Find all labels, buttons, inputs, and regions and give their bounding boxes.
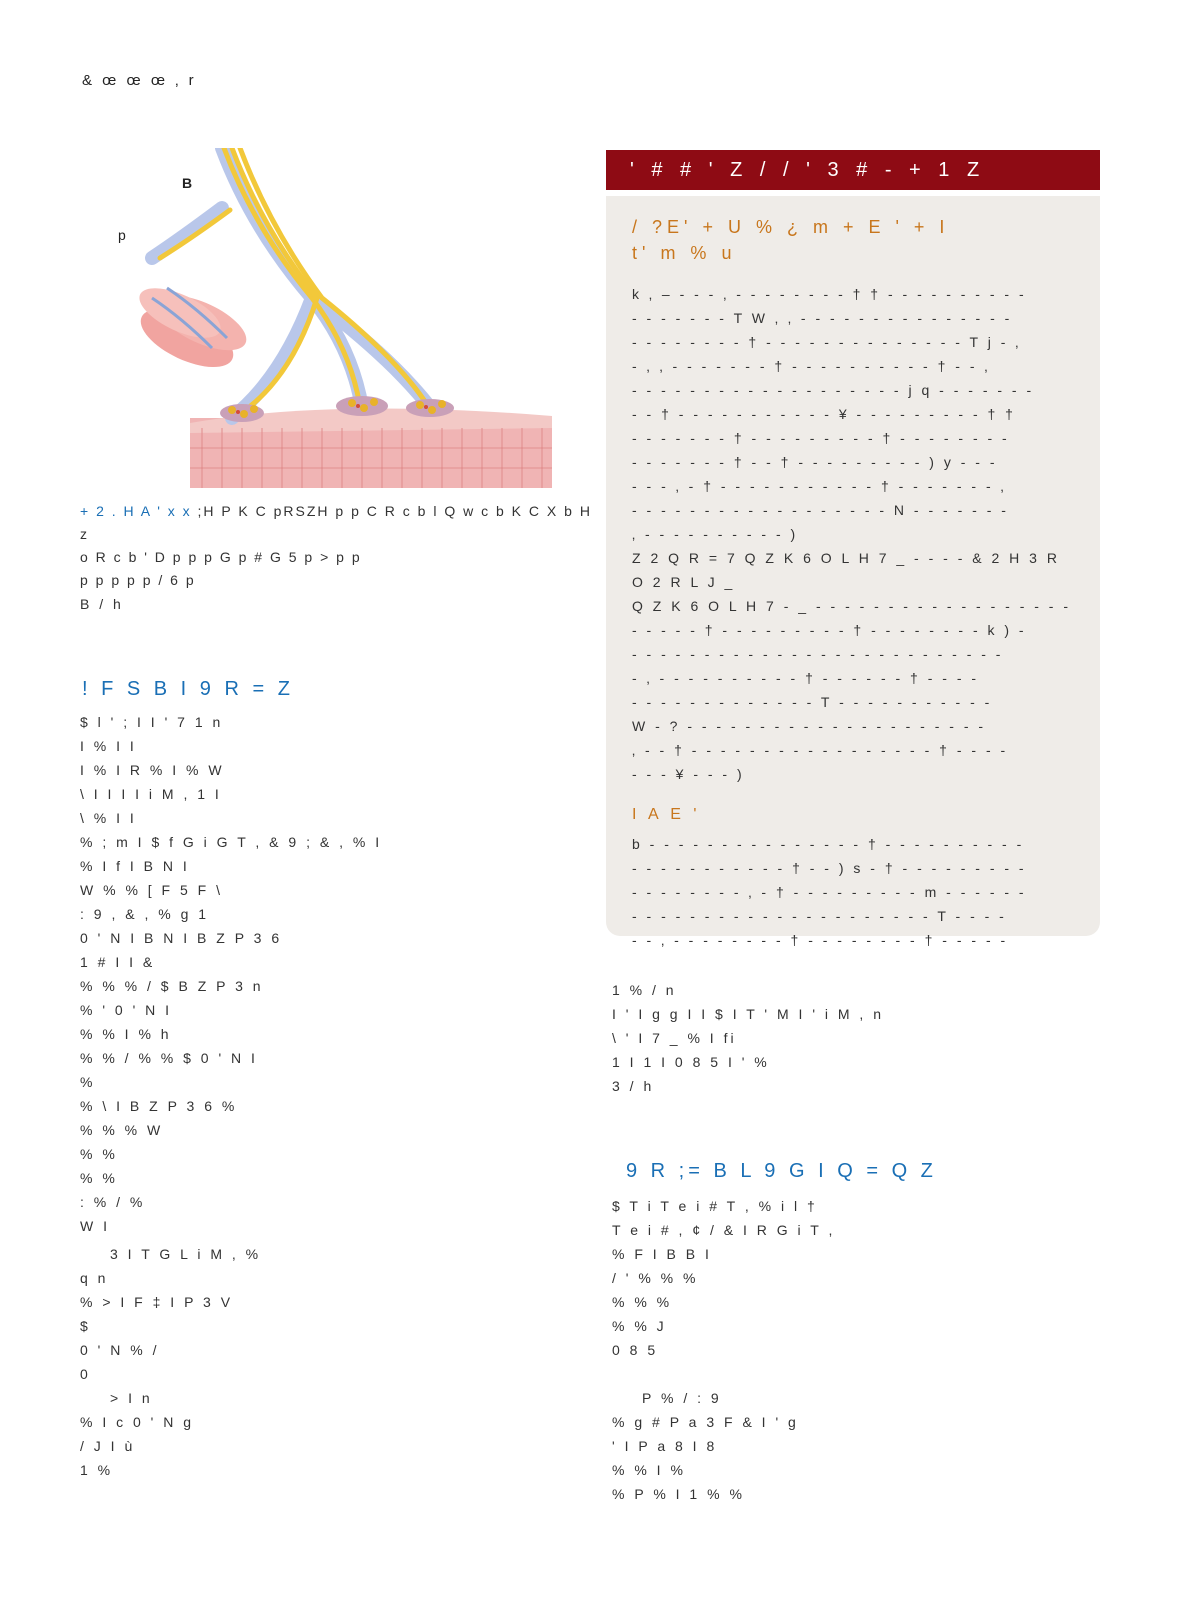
body-line: W I bbox=[80, 1218, 110, 1234]
body-line: \ ' I 7 _ % I fi bbox=[612, 1030, 737, 1046]
nerve-sheath bbox=[152, 148, 432, 418]
body-line: % \ I B Z P 3 6 % bbox=[80, 1098, 238, 1114]
body-line: % % % W bbox=[80, 1122, 164, 1138]
body-line: % % % bbox=[612, 1294, 673, 1310]
body-line: $ T i T e i # T , % i l † bbox=[612, 1198, 818, 1214]
box-line: - - - - - - - T W ‚ ‚ - - - - - - - - - - - - - - - bbox=[632, 310, 1013, 326]
body-line: \ I I I I i M , 1 I bbox=[80, 786, 222, 802]
box-line: - - ‚ - - - - - - - - † - - - - - - - - † - - - - - bbox=[632, 932, 1009, 948]
body-line: / ' % % % bbox=[612, 1270, 699, 1286]
body-line: : 9 , & , % g 1 bbox=[80, 906, 210, 922]
body-line: P % / : 9 bbox=[642, 1390, 722, 1406]
box-line: - - - - - - - - - - - - - T - - - - - - - - - - - bbox=[632, 694, 993, 710]
section-heading: ! F S B I 9 R = Z bbox=[82, 678, 294, 700]
box-banner: ' # # ' Z / / ' 3 # - + 1 Z bbox=[606, 150, 1100, 190]
box-line: - - - ‚ - † - - - - - - - - - - - † - - - - - - - ‚ bbox=[632, 478, 1007, 494]
box-line: k ‚ – - - - ‚ - - - - - - - - † † - - - - - - - - - - bbox=[632, 286, 1027, 302]
box-line: ‚ - - † - - - - - - - - - - - - - - - - - † - - - - bbox=[632, 742, 1009, 758]
body-line: I % I R % I % W bbox=[80, 762, 225, 778]
body-line: 0 bbox=[80, 1366, 91, 1382]
body-line: W % % [ F 5 F \ bbox=[80, 882, 224, 898]
body-line: 0 ' N % / bbox=[80, 1342, 160, 1358]
box-line: Q Z K 6 O L H 7 - _ - - - - - - - - - - - - - - - - - - bbox=[632, 598, 1072, 614]
box-line: - - - - - - - - - - - - - - - - - - - - - - - - - - bbox=[632, 646, 1004, 662]
box-line: W - ? - - - - - - - - - - - - - - - - - - - - - bbox=[632, 718, 987, 734]
body-line: > I n bbox=[110, 1390, 153, 1406]
body-line: % % I % h bbox=[80, 1026, 172, 1042]
box-line: - - - - - - - - ‚ - † - - - - - - - - - m - - - - - - bbox=[632, 884, 1027, 900]
left-section-1 bbox=[80, 710, 590, 1238]
body-line: B / h bbox=[80, 596, 124, 612]
body-line: % % bbox=[80, 1170, 118, 1186]
body-line: % g # P a 3 F & I ' g bbox=[612, 1414, 799, 1430]
body-line: % I f I B N I bbox=[80, 858, 190, 874]
caption-figure-label: + 2 . H A ' x x bbox=[80, 503, 192, 519]
body-line: ' I P a 8 I 8 bbox=[612, 1438, 718, 1454]
box-line: ‚ - - - - - - - - - - ) bbox=[632, 526, 799, 542]
box-line: - - - - - - - - - - - - - - - - - - - j q - - - - - - - bbox=[632, 382, 1035, 398]
left-section-3 bbox=[80, 1386, 590, 1482]
body-line: T e i # , ¢ / & I R G i T , bbox=[612, 1222, 836, 1238]
box-line: Z 2 Q R = 7 Q Z K 6 O L H 7 _ - - - - & 2 H 3 R O 2 R L J _ bbox=[632, 550, 1060, 590]
body-line: % % % / $ B Z P 3 n bbox=[80, 978, 264, 994]
body-line: % ; m I $ f G i G T , & 9 ; & , % I bbox=[80, 834, 383, 850]
body-line: % F I B B I bbox=[612, 1246, 712, 1262]
body-line: : % / % bbox=[80, 1194, 146, 1210]
box-line: - - - - - - - - - - - † - - ) s - † - - - - - - - - - bbox=[632, 860, 1027, 876]
right-section-4 bbox=[612, 1194, 1122, 1362]
body-line: % % / % % $ 0 ' N I bbox=[80, 1050, 258, 1066]
box-line: - - - - - - - - - - - - - - - - - - N - - - - - - - bbox=[632, 502, 1009, 518]
box-paragraph-3 bbox=[632, 832, 1076, 952]
body-line: q n bbox=[80, 1270, 109, 1286]
box-line: - - - - - - - - - - - - - - - - - - - - - T - - - - bbox=[632, 908, 1007, 924]
figure-caption bbox=[80, 500, 600, 592]
box-title-line: / ?E' + U % ¿ m + E ' + I bbox=[632, 217, 950, 237]
box-panel bbox=[606, 196, 1100, 948]
box-line: - ‚ ‚ - - - - - - - † - - - - - - - - - - † - - ‚ bbox=[632, 358, 991, 374]
box-line: - - - - - - - † - - † - - - - - - - - - ) y - - - bbox=[632, 454, 998, 470]
box-line: - - - ¥ - - - ) bbox=[632, 766, 745, 782]
body-line: I % I I bbox=[80, 738, 137, 754]
body-line: $ bbox=[80, 1318, 91, 1334]
left-intro bbox=[80, 592, 590, 616]
box-line: - - - - - - - - † - - - - - - - - - - - - - - T j - ‚ bbox=[632, 334, 1022, 350]
body-line: 1 % bbox=[80, 1462, 114, 1478]
box-line: - ‚ - - - - - - - - - - † - - - - - - † - - - - bbox=[632, 670, 980, 686]
body-line: 3 I T G L i M , % bbox=[110, 1246, 262, 1262]
figure-label-p: p bbox=[118, 227, 126, 243]
box-line: - - - - - † - - - - - - - - - † - - - - - - - - k ) - bbox=[632, 622, 1027, 638]
box-line: b - - - - - - - - - - - - - - - † - - - - - - - - - - bbox=[632, 836, 1025, 852]
body-line: % % I % bbox=[612, 1462, 686, 1478]
running-head: & œ œ œ ‚ r bbox=[82, 72, 197, 89]
muscle-bundle bbox=[132, 278, 254, 379]
section-heading: 9 R ;= B L 9 G I Q = Q Z bbox=[626, 1160, 937, 1182]
caption-line: p p p p p / 6 p bbox=[80, 572, 196, 588]
body-line: 0 8 5 bbox=[612, 1342, 659, 1358]
box-title-line: t' m % u bbox=[632, 243, 737, 263]
box-title bbox=[632, 214, 1076, 266]
body-line: 0 ' N I B N I B Z P 3 6 bbox=[80, 930, 283, 946]
box-subheading: I A E ' bbox=[632, 806, 701, 823]
caption-line: ;H P K C pRSZH p p C R c b l Q w c b K C X b H z bbox=[80, 503, 592, 542]
caption-line: o R c b ' D p p p G p # G 5 p > p p bbox=[80, 549, 362, 565]
box-paragraph-2 bbox=[632, 546, 1076, 786]
body-line: 3 / h bbox=[612, 1078, 655, 1094]
left-section-2 bbox=[80, 1242, 590, 1386]
body-line: % P % I 1 % % bbox=[612, 1486, 745, 1502]
right-section-5 bbox=[612, 1386, 1122, 1506]
body-line: 1 # I I & bbox=[80, 954, 156, 970]
body-line: \ % I I bbox=[80, 810, 137, 826]
body-line: % I c 0 ' N g bbox=[80, 1414, 195, 1430]
right-continuation bbox=[612, 978, 1122, 1098]
figure bbox=[112, 148, 552, 488]
box-line: - - - - - - - † - - - - - - - - - † - - - - - - - - bbox=[632, 430, 1010, 446]
neuromuscular-illustration bbox=[112, 148, 552, 488]
body-line: % > I F ‡ I P 3 V bbox=[80, 1294, 234, 1310]
figure-label-b: B bbox=[182, 175, 193, 191]
body-line: I ' I g g I I $ I T ' M I ' i M , n bbox=[612, 1006, 884, 1022]
body-line: 1 % / n bbox=[612, 982, 677, 998]
body-line: / J I ù bbox=[80, 1438, 136, 1454]
body-line: % ' 0 ' N I bbox=[80, 1002, 173, 1018]
body-line: $ l ' ; I I ' 7 1 n bbox=[80, 714, 224, 730]
body-line: % bbox=[80, 1074, 96, 1090]
body-line: 1 I 1 I 0 8 5 I ' % bbox=[612, 1054, 770, 1070]
body-line: % % bbox=[80, 1146, 118, 1162]
box-line: - - † - - - - - - - - - - - ¥ - - - - - - - - - † † bbox=[632, 406, 1016, 422]
body-line: % % J bbox=[612, 1318, 667, 1334]
box-paragraph-1 bbox=[632, 282, 1076, 546]
